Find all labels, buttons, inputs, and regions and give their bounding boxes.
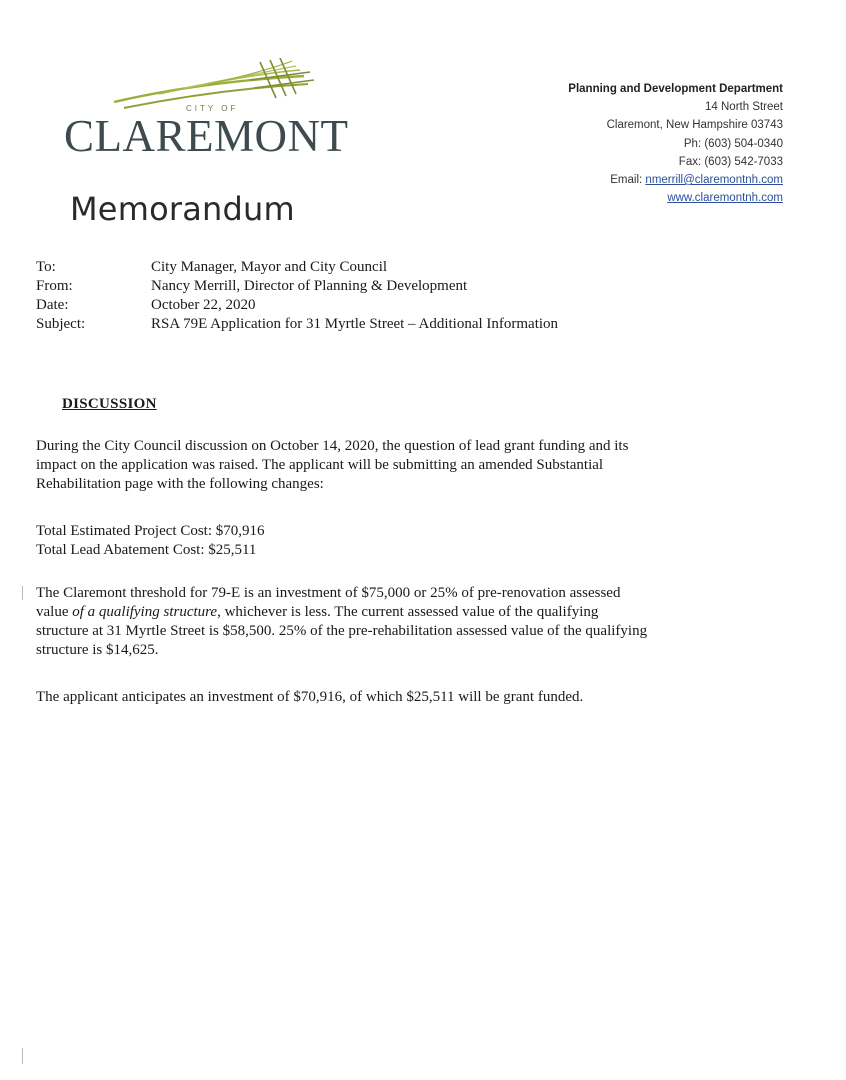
text-run: value bbox=[36, 604, 73, 620]
department-city: Claremont, New Hampshire 03743 bbox=[606, 119, 783, 132]
city-logo bbox=[64, 58, 364, 161]
italic-phrase: of a qualifying structure bbox=[72, 604, 218, 620]
margin-mark bbox=[22, 1048, 23, 1064]
website-link[interactable]: www.claremontnh.com bbox=[667, 192, 783, 205]
total-lead-abatement-cost: Total Lead Abatement Cost: $25,511 bbox=[36, 542, 257, 558]
department-phone: Ph: (603) 504-0340 bbox=[683, 137, 783, 150]
field-label-date: Date: bbox=[36, 297, 69, 313]
margin-mark bbox=[22, 586, 23, 600]
field-value-from: Nancy Merrill, Director of Planning & Development bbox=[151, 278, 468, 294]
paragraph-line: impact on the application was raised. The applicant will be submitting an amended Substantial bbox=[36, 457, 604, 473]
field-value-to: City Manager, Mayor and City Council bbox=[151, 259, 388, 275]
department-street: 14 North Street bbox=[705, 101, 783, 114]
field-label-subject: Subject: bbox=[36, 316, 86, 332]
field-label-from: From: bbox=[36, 278, 73, 294]
department-website-line bbox=[453, 189, 783, 207]
paragraph-line: structure at 31 Myrtle Street is $58,500. 25% of the pre-rehabilitation assessed value of the qualifying bbox=[36, 623, 648, 639]
field-value-date: October 22, 2020 bbox=[151, 297, 256, 313]
paragraph-line: structure is $14,625. bbox=[36, 642, 159, 658]
memo-header-fields bbox=[36, 258, 558, 334]
department-name: Planning and Development Department bbox=[568, 83, 783, 95]
paragraph-line: During the City Council discussion on October 14, 2020, the question of lead grant funding and its bbox=[36, 438, 629, 454]
field-row-from bbox=[36, 277, 558, 296]
logo-claremont: CLAREMONT bbox=[64, 111, 349, 161]
text-run: , whichever is less. The current assessed value of the qualifying bbox=[217, 604, 599, 620]
memo-title: Memorandum bbox=[70, 190, 295, 228]
field-value-subject: RSA 79E Application for 31 Myrtle Street – Additional Information bbox=[151, 316, 559, 332]
department-email-line bbox=[453, 171, 783, 189]
discussion-heading: DISCUSSION bbox=[62, 396, 157, 412]
cost-summary bbox=[36, 522, 796, 560]
discussion-paragraph-1 bbox=[36, 437, 796, 494]
paragraph-line: The Claremont threshold for 79-E is an investment of $75,000 or 25% of pre-renovation assessed bbox=[36, 585, 621, 601]
field-label-to: To: bbox=[36, 259, 56, 275]
field-row-subject bbox=[36, 315, 558, 334]
field-row-to bbox=[36, 258, 558, 277]
email-link[interactable]: nmerrill@claremontnh.com bbox=[645, 174, 783, 187]
email-label: Email: bbox=[610, 174, 643, 187]
discussion-paragraph-4: The applicant anticipates an investment of $70,916, of which $25,511 will be grant funded. bbox=[36, 689, 584, 705]
paragraph-line bbox=[36, 603, 796, 622]
logo-city-of: CITY OF bbox=[186, 104, 239, 113]
paragraph-line: Rehabilitation page with the following changes: bbox=[36, 476, 324, 492]
total-project-cost: Total Estimated Project Cost: $70,916 bbox=[36, 523, 265, 539]
field-row-date bbox=[36, 296, 558, 315]
department-contact-block bbox=[453, 80, 783, 207]
discussion-paragraph-3 bbox=[36, 584, 796, 660]
department-fax: Fax: (603) 542-7033 bbox=[678, 155, 783, 168]
